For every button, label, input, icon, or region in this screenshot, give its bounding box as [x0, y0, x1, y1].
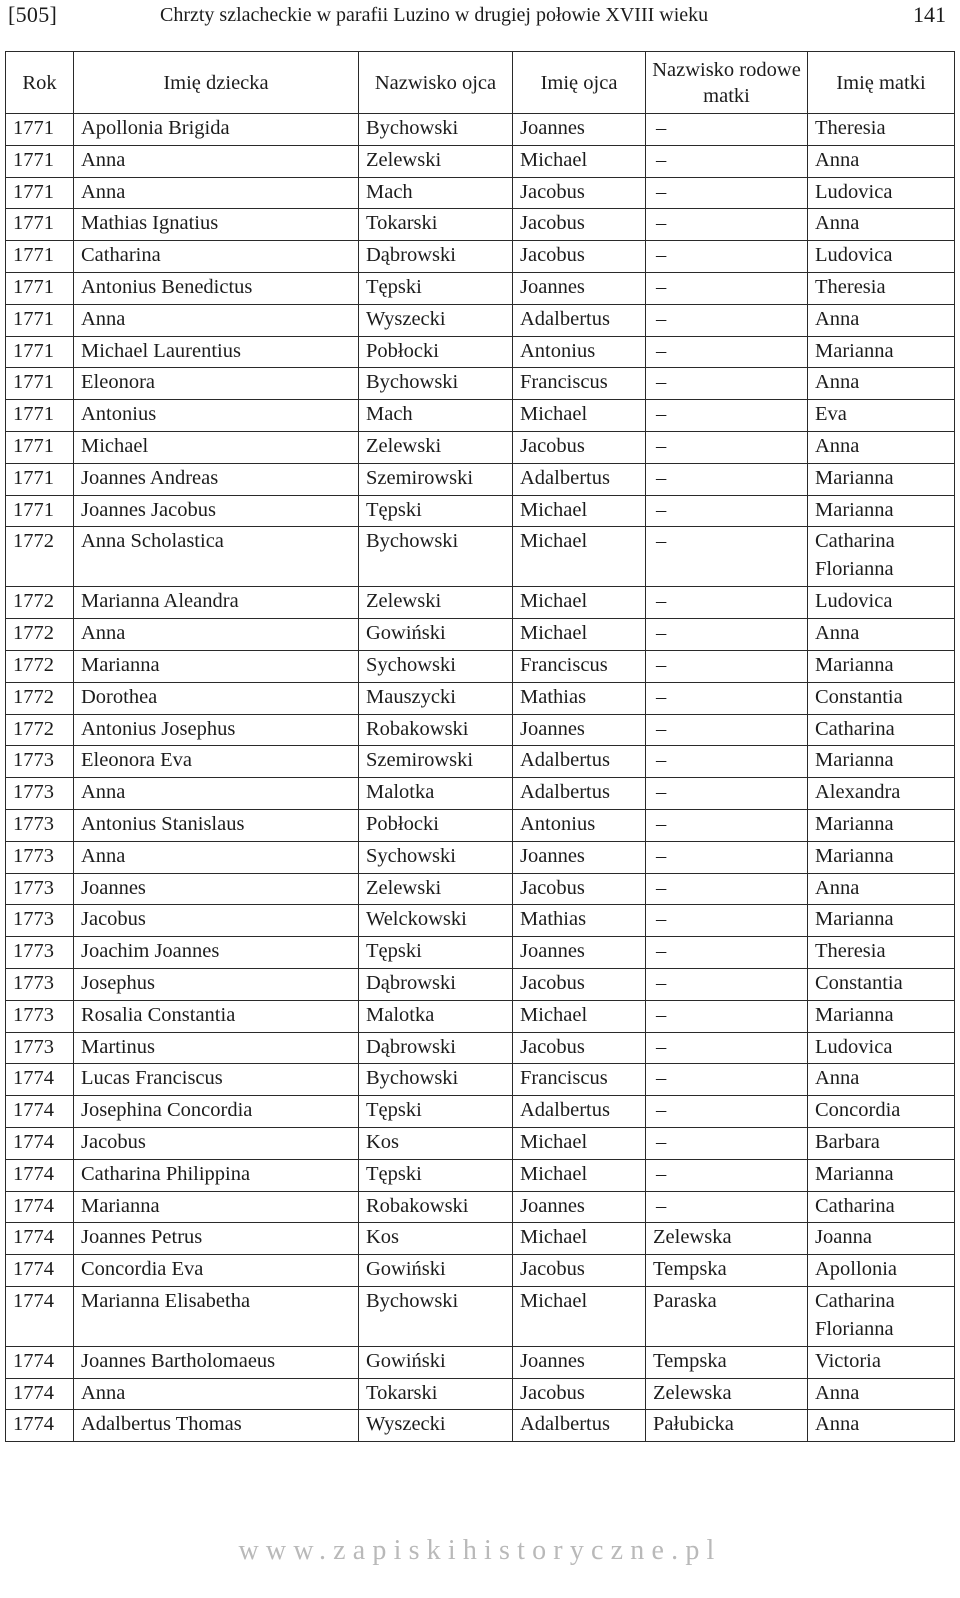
mother-maiden-name-cell: – [646, 209, 808, 241]
table-row [6, 1286, 955, 1346]
child-name-cell: Mathias Ignatius [74, 209, 359, 241]
father-name-cell: Joannes [513, 841, 646, 873]
year-cell: 1771 [6, 336, 74, 368]
table-row [6, 527, 955, 587]
table-row [6, 809, 955, 841]
mother-maiden-name-cell: – [646, 1159, 808, 1191]
father-surname-cell: Kos [359, 1127, 513, 1159]
child-name-cell: Rosalia Constantia [74, 1000, 359, 1032]
mother-maiden-name-cell: Tempska [646, 1346, 808, 1378]
father-name-cell: Adalbertus [513, 746, 646, 778]
mother-name-cell: Eva [808, 400, 955, 432]
mother-maiden-name-cell: – [646, 873, 808, 905]
father-name-cell: Jacobus [513, 241, 646, 273]
year-cell: 1773 [6, 968, 74, 1000]
table-row [6, 587, 955, 619]
father-name-cell: Jacobus [513, 431, 646, 463]
table-row [6, 841, 955, 873]
father-surname-cell: Bychowski [359, 1064, 513, 1096]
mother-name-cell: Anna [808, 431, 955, 463]
year-cell: 1773 [6, 1000, 74, 1032]
mother-name-cell: Theresia [808, 937, 955, 969]
year-cell: 1772 [6, 527, 74, 587]
mother-name-cell: Ludovica [808, 1032, 955, 1064]
father-name-cell: Jacobus [513, 177, 646, 209]
father-name-cell: Michael [513, 1127, 646, 1159]
mother-maiden-name-cell: – [646, 368, 808, 400]
mother-name-cell: Catharina Florianna [808, 1286, 955, 1346]
table-row [6, 463, 955, 495]
year-cell: 1774 [6, 1286, 74, 1346]
child-name-cell: Michael Laurentius [74, 336, 359, 368]
child-name-cell: Antonius [74, 400, 359, 432]
father-name-cell: Jacobus [513, 1255, 646, 1287]
table-row [6, 905, 955, 937]
table-row [6, 1346, 955, 1378]
mother-name-cell: Anna [808, 145, 955, 177]
mother-maiden-name-cell: – [646, 619, 808, 651]
father-surname-cell: Dąbrowski [359, 1032, 513, 1064]
mother-maiden-name-cell: Zelewska [646, 1378, 808, 1410]
mother-maiden-name-cell: – [646, 145, 808, 177]
table-row [6, 114, 955, 146]
table-row [6, 1159, 955, 1191]
father-name-cell: Jacobus [513, 968, 646, 1000]
mother-maiden-name-cell: – [646, 746, 808, 778]
year-cell: 1772 [6, 650, 74, 682]
father-surname-cell: Bychowski [359, 527, 513, 587]
father-surname-cell: Wyszecki [359, 1410, 513, 1442]
child-name-cell: Michael [74, 431, 359, 463]
father-name-cell: Joannes [513, 937, 646, 969]
table-row [6, 746, 955, 778]
mother-maiden-name-cell: – [646, 241, 808, 273]
year-cell: 1774 [6, 1410, 74, 1442]
mother-maiden-name-cell: – [646, 682, 808, 714]
child-name-cell: Adalbertus Thomas [74, 1410, 359, 1442]
mother-maiden-name-cell: – [646, 1096, 808, 1128]
year-cell: 1771 [6, 304, 74, 336]
year-cell: 1774 [6, 1159, 74, 1191]
father-surname-cell: Gowiński [359, 1255, 513, 1287]
table-row [6, 873, 955, 905]
mother-name-cell: Theresia [808, 114, 955, 146]
father-name-cell: Adalbertus [513, 1410, 646, 1442]
mother-name-cell: Anna [808, 873, 955, 905]
father-surname-cell: Robakowski [359, 714, 513, 746]
father-surname-cell: Tępski [359, 1096, 513, 1128]
father-surname-cell: Tępski [359, 272, 513, 304]
father-name-cell: Michael [513, 527, 646, 587]
mother-maiden-name-cell: – [646, 304, 808, 336]
year-cell: 1771 [6, 241, 74, 273]
year-cell: 1773 [6, 841, 74, 873]
year-cell: 1774 [6, 1223, 74, 1255]
mother-name-cell: Constantia [808, 682, 955, 714]
mother-name-cell: Joanna [808, 1223, 955, 1255]
child-name-cell: Marianna [74, 650, 359, 682]
father-surname-cell: Malotka [359, 778, 513, 810]
year-cell: 1771 [6, 209, 74, 241]
father-surname-cell: Malotka [359, 1000, 513, 1032]
child-name-cell: Josephus [74, 968, 359, 1000]
father-name-cell: Michael [513, 1000, 646, 1032]
father-surname-cell: Dąbrowski [359, 968, 513, 1000]
year-cell: 1774 [6, 1255, 74, 1287]
mother-name-cell: Apollonia [808, 1255, 955, 1287]
father-surname-cell: Szemirowski [359, 463, 513, 495]
father-name-cell: Joannes [513, 272, 646, 304]
table-row [6, 1127, 955, 1159]
page-header [0, 0, 960, 34]
father-name-cell: Jacobus [513, 873, 646, 905]
father-name-cell: Mathias [513, 905, 646, 937]
table-row [6, 209, 955, 241]
year-cell: 1773 [6, 905, 74, 937]
year-cell: 1773 [6, 1032, 74, 1064]
table-row [6, 1191, 955, 1223]
year-cell: 1771 [6, 495, 74, 527]
mother-maiden-name-cell: – [646, 336, 808, 368]
father-surname-cell: Wyszecki [359, 304, 513, 336]
child-name-cell: Joannes Bartholomaeus [74, 1346, 359, 1378]
table-row [6, 778, 955, 810]
mother-name-cell: Anna [808, 304, 955, 336]
father-name-cell: Franciscus [513, 650, 646, 682]
father-name-cell: Jacobus [513, 1378, 646, 1410]
table-row [6, 145, 955, 177]
mother-maiden-name-cell: – [646, 463, 808, 495]
father-name-cell: Michael [513, 1159, 646, 1191]
table-row [6, 177, 955, 209]
year-cell: 1774 [6, 1346, 74, 1378]
child-name-cell: Antonius Stanislaus [74, 809, 359, 841]
child-name-cell: Antonius Benedictus [74, 272, 359, 304]
mother-maiden-name-cell: – [646, 114, 808, 146]
mother-maiden-name-cell: – [646, 937, 808, 969]
child-name-cell: Concordia Eva [74, 1255, 359, 1287]
column-header-year: Rok [6, 52, 74, 114]
table-row [6, 304, 955, 336]
year-cell: 1773 [6, 746, 74, 778]
father-surname-cell: Tokarski [359, 209, 513, 241]
mother-name-cell: Anna [808, 1410, 955, 1442]
mother-maiden-name-cell: – [646, 968, 808, 1000]
father-surname-cell: Kos [359, 1223, 513, 1255]
mother-name-cell: Constantia [808, 968, 955, 1000]
table-row [6, 431, 955, 463]
mother-maiden-name-cell: – [646, 431, 808, 463]
footer-url: www.zapiskihistoryczne.pl [238, 1535, 722, 1566]
year-cell: 1772 [6, 682, 74, 714]
father-surname-cell: Gowiński [359, 619, 513, 651]
mother-maiden-name-cell: – [646, 714, 808, 746]
mother-name-cell: Concordia [808, 1096, 955, 1128]
mother-maiden-name-cell: – [646, 905, 808, 937]
table-row [6, 1032, 955, 1064]
child-name-cell: Antonius Josephus [74, 714, 359, 746]
mother-maiden-name-cell: – [646, 778, 808, 810]
mother-maiden-name-cell: – [646, 1191, 808, 1223]
father-name-cell: Antonius [513, 336, 646, 368]
year-cell: 1773 [6, 873, 74, 905]
table-row [6, 495, 955, 527]
mother-maiden-name-cell: – [646, 1127, 808, 1159]
child-name-cell: Jacobus [74, 905, 359, 937]
father-name-cell: Adalbertus [513, 463, 646, 495]
father-name-cell: Adalbertus [513, 778, 646, 810]
mother-name-cell: Ludovica [808, 177, 955, 209]
mother-maiden-name-cell: – [646, 177, 808, 209]
father-name-cell: Mathias [513, 682, 646, 714]
mother-name-cell: Marianna [808, 1159, 955, 1191]
table-row [6, 650, 955, 682]
column-header-mother-name: Imię matki [808, 52, 955, 114]
father-surname-cell: Bychowski [359, 1286, 513, 1346]
table-row [6, 1096, 955, 1128]
year-cell: 1774 [6, 1127, 74, 1159]
child-name-cell: Marianna Aleandra [74, 587, 359, 619]
father-surname-cell: Mach [359, 177, 513, 209]
father-surname-cell: Szemirowski [359, 746, 513, 778]
child-name-cell: Marianna Elisabetha [74, 1286, 359, 1346]
father-name-cell: Jacobus [513, 1032, 646, 1064]
father-name-cell: Franciscus [513, 368, 646, 400]
mother-name-cell: Anna [808, 1378, 955, 1410]
mother-name-cell: Anna [808, 368, 955, 400]
father-name-cell: Joannes [513, 1191, 646, 1223]
father-surname-cell: Mauszycki [359, 682, 513, 714]
mother-name-cell: Catharina Florianna [808, 527, 955, 587]
father-surname-cell: Gowiński [359, 1346, 513, 1378]
year-cell: 1771 [6, 368, 74, 400]
mother-name-cell: Marianna [808, 905, 955, 937]
mother-maiden-name-cell: – [646, 650, 808, 682]
father-surname-cell: Zelewski [359, 873, 513, 905]
father-surname-cell: Tępski [359, 495, 513, 527]
child-name-cell: Apollonia Brigida [74, 114, 359, 146]
column-header-father-name: Imię ojca [513, 52, 646, 114]
father-surname-cell: Sychowski [359, 841, 513, 873]
page-number: 141 [913, 2, 946, 27]
year-cell: 1773 [6, 937, 74, 969]
father-surname-cell: Pobłocki [359, 336, 513, 368]
column-header-mother-maiden-name: Nazwisko rodowe matki [646, 52, 808, 114]
father-name-cell: Michael [513, 587, 646, 619]
child-name-cell: Catharina Philippina [74, 1159, 359, 1191]
child-name-cell: Eleonora [74, 368, 359, 400]
mother-name-cell: Catharina [808, 714, 955, 746]
mother-maiden-name-cell: Pałubicka [646, 1410, 808, 1442]
child-name-cell: Anna [74, 304, 359, 336]
child-name-cell: Joachim Joannes [74, 937, 359, 969]
child-name-cell: Dorothea [74, 682, 359, 714]
father-surname-cell: Bychowski [359, 114, 513, 146]
baptism-register-table [5, 51, 955, 1442]
mother-name-cell: Marianna [808, 336, 955, 368]
running-title: Chrzty szlacheckie w parafii Luzino w drugiej połowie XVIII wieku [160, 4, 709, 26]
year-cell: 1772 [6, 619, 74, 651]
father-surname-cell: Welckowski [359, 905, 513, 937]
year-cell: 1771 [6, 431, 74, 463]
child-name-cell: Eleonora Eva [74, 746, 359, 778]
father-surname-cell: Pobłocki [359, 809, 513, 841]
year-cell: 1774 [6, 1378, 74, 1410]
table-row [6, 937, 955, 969]
year-cell: 1772 [6, 714, 74, 746]
table-row [6, 1378, 955, 1410]
mother-maiden-name-cell: Zelewska [646, 1223, 808, 1255]
mother-name-cell: Anna [808, 209, 955, 241]
father-surname-cell: Tokarski [359, 1378, 513, 1410]
child-name-cell: Joannes Petrus [74, 1223, 359, 1255]
child-name-cell: Anna Scholastica [74, 527, 359, 587]
mother-maiden-name-cell: – [646, 587, 808, 619]
mother-name-cell: Marianna [808, 841, 955, 873]
father-name-cell: Michael [513, 145, 646, 177]
father-surname-cell: Mach [359, 400, 513, 432]
table-row [6, 368, 955, 400]
page-reference: [505] [8, 2, 58, 27]
father-name-cell: Franciscus [513, 1064, 646, 1096]
year-cell: 1771 [6, 114, 74, 146]
child-name-cell: Anna [74, 619, 359, 651]
table-row [6, 1064, 955, 1096]
table-row [6, 272, 955, 304]
child-name-cell: Lucas Franciscus [74, 1064, 359, 1096]
father-name-cell: Michael [513, 619, 646, 651]
child-name-cell: Josephina Concordia [74, 1096, 359, 1128]
table-row [6, 241, 955, 273]
table-row [6, 336, 955, 368]
father-name-cell: Adalbertus [513, 304, 646, 336]
mother-maiden-name-cell: – [646, 841, 808, 873]
mother-name-cell: Marianna [808, 809, 955, 841]
mother-name-cell: Catharina [808, 1191, 955, 1223]
table-body [6, 114, 955, 1442]
father-surname-cell: Zelewski [359, 587, 513, 619]
father-name-cell: Michael [513, 1286, 646, 1346]
mother-name-cell: Marianna [808, 746, 955, 778]
table-row [6, 1223, 955, 1255]
child-name-cell: Anna [74, 778, 359, 810]
father-name-cell: Michael [513, 1223, 646, 1255]
father-surname-cell: Tępski [359, 1159, 513, 1191]
father-name-cell: Joannes [513, 714, 646, 746]
mother-name-cell: Alexandra [808, 778, 955, 810]
mother-maiden-name-cell: – [646, 1032, 808, 1064]
father-surname-cell: Zelewski [359, 431, 513, 463]
year-cell: 1771 [6, 145, 74, 177]
mother-name-cell: Ludovica [808, 241, 955, 273]
father-name-cell: Jacobus [513, 209, 646, 241]
table-row [6, 1410, 955, 1442]
child-name-cell: Jacobus [74, 1127, 359, 1159]
father-name-cell: Joannes [513, 1346, 646, 1378]
mother-maiden-name-cell: – [646, 527, 808, 587]
child-name-cell: Anna [74, 177, 359, 209]
child-name-cell: Anna [74, 145, 359, 177]
father-name-cell: Michael [513, 400, 646, 432]
mother-maiden-name-cell: – [646, 1064, 808, 1096]
table-row [6, 968, 955, 1000]
child-name-cell: Catharina [74, 241, 359, 273]
year-cell: 1771 [6, 400, 74, 432]
father-name-cell: Joannes [513, 114, 646, 146]
mother-name-cell: Anna [808, 1064, 955, 1096]
year-cell: 1773 [6, 778, 74, 810]
table-row [6, 400, 955, 432]
table-row [6, 714, 955, 746]
year-cell: 1771 [6, 272, 74, 304]
mother-name-cell: Marianna [808, 650, 955, 682]
father-surname-cell: Dąbrowski [359, 241, 513, 273]
father-surname-cell: Robakowski [359, 1191, 513, 1223]
mother-name-cell: Marianna [808, 495, 955, 527]
child-name-cell: Anna [74, 1378, 359, 1410]
father-surname-cell: Bychowski [359, 368, 513, 400]
table-row [6, 1000, 955, 1032]
year-cell: 1773 [6, 809, 74, 841]
year-cell: 1772 [6, 587, 74, 619]
father-surname-cell: Sychowski [359, 650, 513, 682]
table-row [6, 1255, 955, 1287]
table-row [6, 682, 955, 714]
mother-name-cell: Ludovica [808, 587, 955, 619]
mother-name-cell: Barbara [808, 1127, 955, 1159]
year-cell: 1771 [6, 463, 74, 495]
father-name-cell: Adalbertus [513, 1096, 646, 1128]
mother-name-cell: Anna [808, 619, 955, 651]
father-surname-cell: Tępski [359, 937, 513, 969]
father-surname-cell: Zelewski [359, 145, 513, 177]
child-name-cell: Martinus [74, 1032, 359, 1064]
mother-name-cell: Theresia [808, 272, 955, 304]
child-name-cell: Joannes Jacobus [74, 495, 359, 527]
mother-maiden-name-cell: – [646, 272, 808, 304]
child-name-cell: Anna [74, 841, 359, 873]
mother-maiden-name-cell: – [646, 809, 808, 841]
year-cell: 1774 [6, 1064, 74, 1096]
father-name-cell: Antonius [513, 809, 646, 841]
table-row [6, 619, 955, 651]
column-header-child-name: Imię dziecka [74, 52, 359, 114]
column-header-father-surname: Nazwisko ojca [359, 52, 513, 114]
mother-name-cell: Marianna [808, 1000, 955, 1032]
mother-name-cell: Marianna [808, 463, 955, 495]
year-cell: 1774 [6, 1191, 74, 1223]
child-name-cell: Joannes Andreas [74, 463, 359, 495]
year-cell: 1771 [6, 177, 74, 209]
child-name-cell: Joannes [74, 873, 359, 905]
mother-name-cell: Victoria [808, 1346, 955, 1378]
mother-maiden-name-cell: – [646, 1000, 808, 1032]
mother-maiden-name-cell: Paraska [646, 1286, 808, 1346]
child-name-cell: Marianna [74, 1191, 359, 1223]
mother-maiden-name-cell: – [646, 495, 808, 527]
table-header-row [6, 52, 955, 114]
year-cell: 1774 [6, 1096, 74, 1128]
father-name-cell: Michael [513, 495, 646, 527]
mother-maiden-name-cell: – [646, 400, 808, 432]
mother-maiden-name-cell: Tempska [646, 1255, 808, 1287]
